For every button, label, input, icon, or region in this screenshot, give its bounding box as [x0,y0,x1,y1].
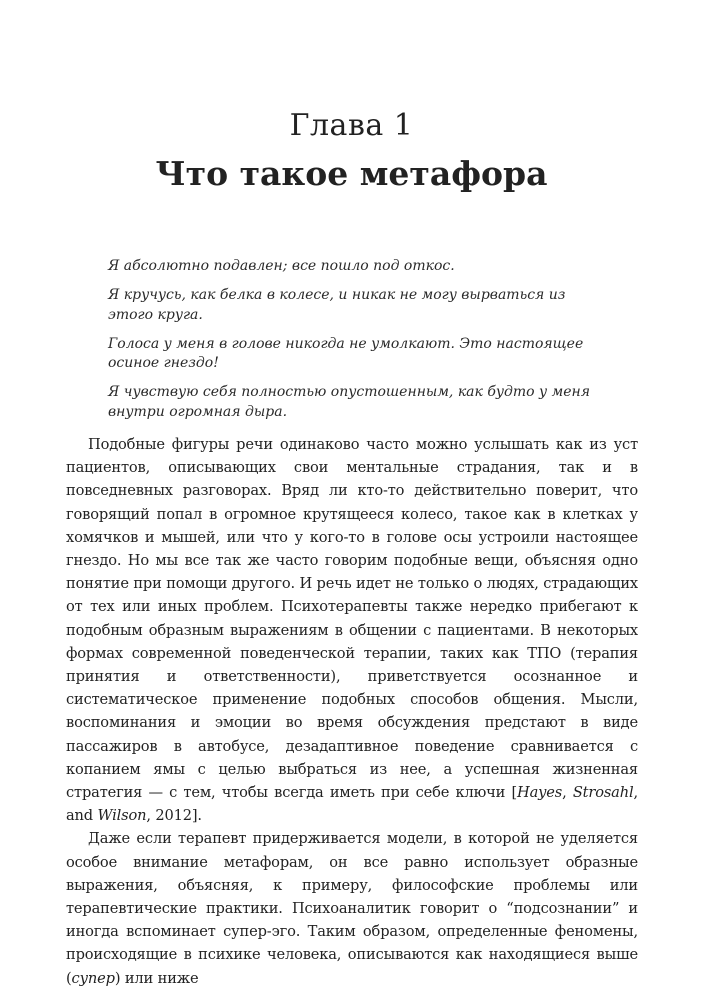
epigraph-quote: Я чувствую себя полностью опустошенным, как будто у меня внутри огромная дыра. [108,384,590,420]
body-paragraph [66,433,638,827]
chapter-title: Что такое метафора [155,154,548,193]
emphasized-word: супер [71,969,115,987]
epigraph-block [108,257,603,432]
citation-author: Wilson [97,807,147,825]
paragraph-text: ) или ниже [114,969,199,987]
citation-author: Hayes [517,784,563,802]
citation-separator: , [562,784,573,802]
epigraph-quote: Я кручусь, как белка в колесе, и никак не могу вырваться из этого круга. [108,287,566,323]
citation-year: , 2012]. [146,807,202,825]
paragraph-text: Даже если терапевт придерживается модели, в которой не уделяется особое внимание метафорам, он все равно использует образные выражения, объясняя, к примеру, философские проблемы или терапевтические практики. Психоаналитик говорит о “подсознании” и иногда вспоминает супер-эго. Таким образом, определенные феномены, происходящие в психике человека, описываются как находящиеся выше ( [66,830,638,987]
chapter-number: Глава 1 [289,108,414,143]
paragraph-text: Подобные фигуры речи одинаково часто можно услышать как из уст пациентов, описывающих свои ментальные страдания, так и в повседневных разговорах. Вряд ли кто-то действительно поверит, что говорящий попал в огромное крутящееся колесо, такое как в клетках у хомячков и мышей, или что у кого-то в голове осы устроили настоящее гнездо. Но мы все так же часто говорим подобные вещи, объясняя одно понятие при помощи другого. И речь идет не только о людях, страдающих от тех или иных проблем. Психотерапевты также нередко прибегают к подобным образным выражениям в общении с пациентами. В некоторых формах современной поведенческой терапии, таких как ТПО (терапия принятия и ответственности), приветствуется осознанное и систематическое применение подобных способов общения. Мысли, воспоминания и эмоции во время обсуждения предстают в виде пассажиров в автобусе, дезадаптивное поведение сравнивается с копанием ямы с целью выбраться из нее, а успешная жизненная стратегия — с тем, чтобы всегда иметь при себе ключи [ [66,436,638,802]
body-text [66,433,638,990]
epigraph-quote: Я абсолютно подавлен; все пошло под откос. [108,258,455,274]
citation-separator: , and [66,784,638,825]
body-paragraph [66,827,638,989]
citation-author: Strosahl [572,784,634,802]
epigraph-quote: Голоса у меня в голове никогда не умолкают. Это настоящее осиное гнездо! [108,335,584,371]
